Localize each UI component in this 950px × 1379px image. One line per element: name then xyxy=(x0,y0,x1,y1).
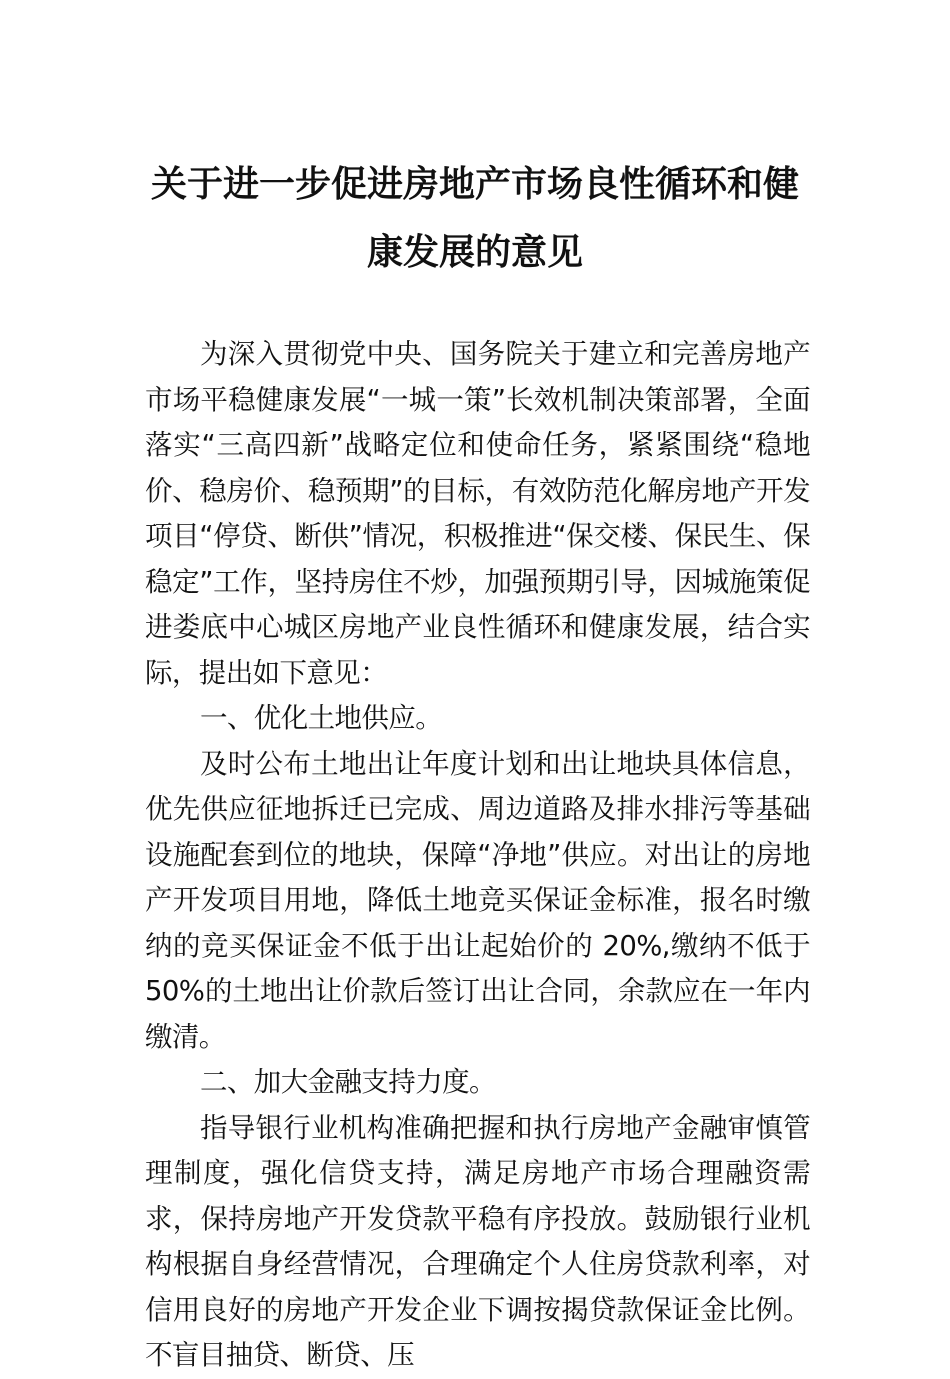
document-body xyxy=(145,332,810,1379)
paragraph-land-supply: 及时公布土地出让年度计划和出让地块具体信息，优先供应征地拆迁已完成、周边道路及排水排污等基础设施配套到位的地块，保障“净地”供应。对出让的房地产开发项目用地，降低土地竞买保证金标准，报名时缴纳的竞买保证金不低于出让起始价的 20%,缴纳不低于 50%的土地出让价款后签订出让合同，余款应在一年内缴清。 xyxy=(145,747,810,1053)
document-title-line-1: 关于进一步促进房地产市场良性循环和健 xyxy=(150,163,799,205)
section-heading-1: 一、优化土地供应。 xyxy=(200,702,443,734)
paragraph-preamble: 为深入贯彻党中央、国务院关于建立和完善房地产市场平稳健康发展“一城一策”长效机制决策部署，全面落实“三高四新”战略定位和使命任务，紧紧围绕“稳地价、稳房价、稳预期”的目标，有效防范化解房地产开发项目“停贷、断供”情况，积极推进“保交楼、保民生、保稳定”工作，坚持房住不炒，加强预期引导，因城施策促进娄底中心城区房地产业良性循环和健康发展，结合实际，提出如下意见： xyxy=(145,338,810,689)
section-heading-2: 二、加大金融支持力度。 xyxy=(200,1066,496,1098)
paragraph-financial-support: 指导银行业机构准确把握和执行房地产金融审慎管理制度，强化信贷支持，满足房地产市场合理融资需求，保持房地产开发贷款平稳有序投放。鼓励银行业机构根据自身经营情况，合理确定个人住房贷款利率，对信用良好的房地产开发企业下调按揭贷款保证金比例。不盲目抽贷、断贷、压 xyxy=(145,1111,810,1371)
document-title-line-2: 康发展的意见 xyxy=(366,231,583,273)
